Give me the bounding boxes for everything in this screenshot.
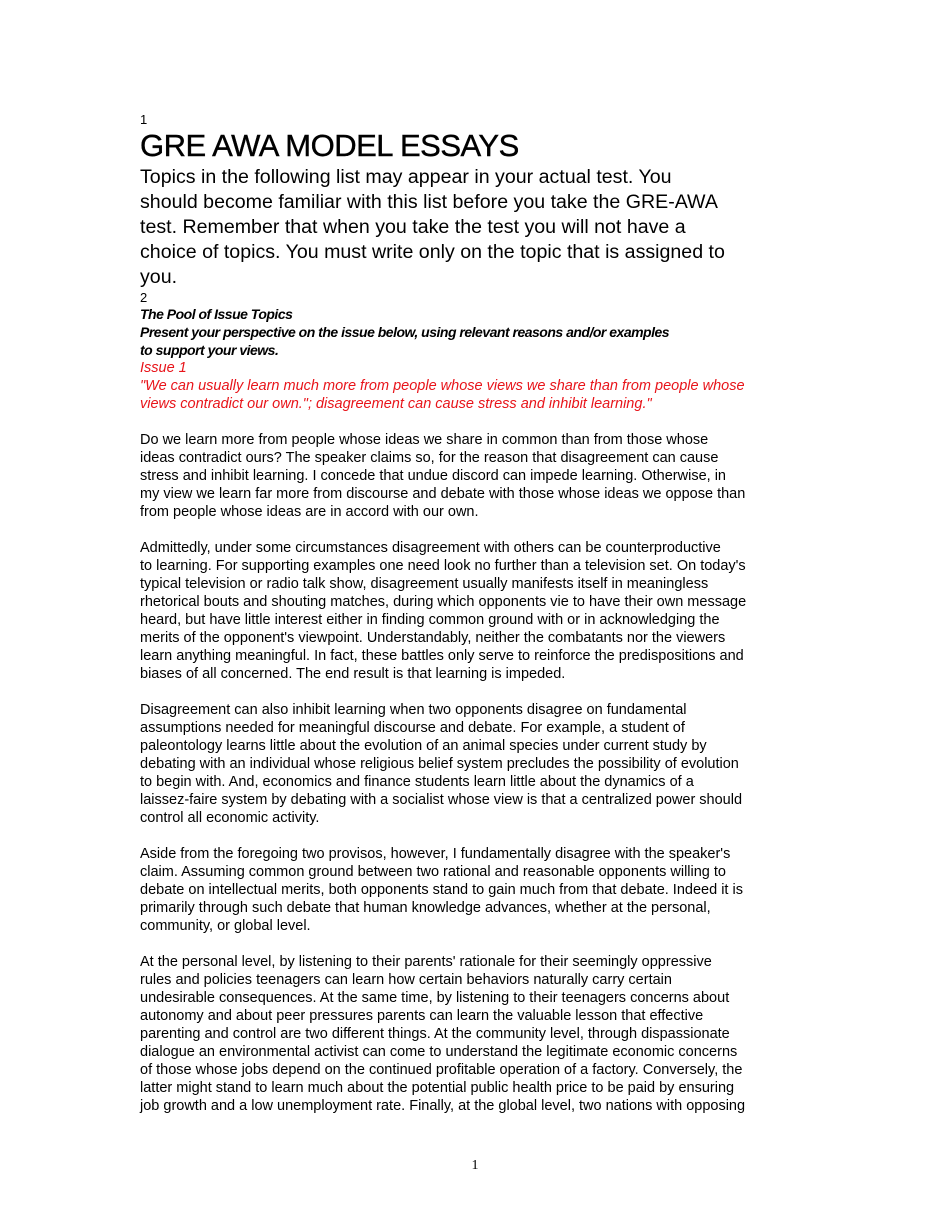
essay-line: undesirable consequences. At the same time, by listening to their teenagers concerns about	[140, 990, 730, 1006]
essay-line: Admittedly, under some circumstances disagreement with others can be counterproductive	[140, 540, 721, 556]
prompt-line: Present your perspective on the issue below, using relevant reasons and/or examples	[140, 324, 670, 340]
essay-line: autonomy and about peer pressures parents can learn the valuable lesson that effective	[140, 1008, 704, 1024]
intro-line: choice of topics. You must write only on the topic that is assigned to	[140, 241, 725, 263]
essay-paragraph	[140, 953, 800, 1115]
essay-line: job growth and a low unemployment rate. Finally, at the global level, two nations with opposing	[140, 1098, 746, 1114]
essay-body	[140, 431, 800, 1115]
essay-paragraph	[140, 431, 800, 521]
page-title: GRE AWA MODEL ESSAYS	[140, 128, 519, 163]
essay-line: rules and policies teenagers can learn how certain behaviors naturally carry certain	[140, 972, 672, 988]
essay-line: typical television or radio talk show, disagreement usually manifests itself in meaningless	[140, 576, 709, 592]
page-marker-1: 1	[140, 112, 148, 127]
issue-prompt	[140, 323, 800, 359]
essay-line: Aside from the foregoing two provisos, however, I fundamentally disagree with the speaker's	[140, 846, 731, 862]
essay-line: learn anything meaningful. In fact, these battles only serve to reinforce the predispositions and	[140, 648, 744, 664]
essay-paragraph	[140, 539, 800, 683]
essay-line: Disagreement can also inhibit learning when two opponents disagree on fundamental	[140, 702, 687, 718]
footer-page-number: 1	[471, 1158, 479, 1173]
essay-line: to begin with. And, economics and finance students learn little about the dynamics of a	[140, 774, 694, 790]
essay-line: parenting and control are two different things. At the community level, through dispassionate	[140, 1026, 730, 1042]
intro-line: you.	[140, 266, 178, 288]
essay-line: At the personal level, by listening to their parents' rationale for their seemingly oppressive	[140, 954, 712, 970]
essay-line: rhetorical bouts and shouting matches, during which opponents vie to have their own message	[140, 594, 747, 610]
essay-line: Do we learn more from people whose ideas we share in common than from those whose	[140, 432, 709, 448]
essay-line: laissez-faire system by debating with a socialist whose view is that a centralized power should	[140, 792, 743, 808]
essay-line: from people whose ideas are in accord with our own.	[140, 504, 479, 520]
document-body	[140, 112, 800, 1133]
issue-quote-line: views contradict our own."; disagreement can cause stress and inhibit learning."	[140, 396, 652, 412]
essay-line: dialogue an environmental activist can come to understand the legitimate economic concerns	[140, 1044, 738, 1060]
essay-line: ideas contradict ours? The speaker claims so, for the reason that disagreement can cause	[140, 450, 719, 466]
essay-line: control all economic activity.	[140, 810, 320, 826]
intro-line: should become familiar with this list before you take the GRE-AWA	[140, 191, 718, 213]
essay-line: of those whose jobs depend on the continued profitable operation of a factory. Conversely, the	[140, 1062, 743, 1078]
essay-line: primarily through such debate that human knowledge advances, whether at the personal,	[140, 900, 711, 916]
prompt-line: to support your views.	[140, 342, 279, 358]
essay-line: stress and inhibit learning. I concede that undue discord can impede learning. Otherwise, in	[140, 468, 726, 484]
essay-line: community, or global level.	[140, 918, 311, 934]
essay-line: paleontology learns little about the evolution of an animal species under current study by	[140, 738, 707, 754]
essay-line: biases of all concerned. The end result is that learning is impeded.	[140, 666, 566, 682]
essay-paragraph	[140, 701, 800, 827]
essay-line: debate on intellectual merits, both opponents stand to gain much from that debate. Indeed it is	[140, 882, 743, 898]
page-marker-2: 2	[140, 290, 148, 305]
intro-line: Topics in the following list may appear in your actual test. You	[140, 166, 672, 188]
essay-line: debating with an individual whose religious belief system precludes the possibility of evolution	[140, 756, 739, 772]
essay-line: heard, but have little interest either in finding common ground with or in acknowledging the	[140, 612, 720, 628]
issue-label: Issue 1	[140, 360, 187, 376]
essay-line: my view we learn far more from discourse and debate with those whose ideas we oppose than	[140, 486, 746, 502]
essay-line: latter might stand to learn much about the potential public health price to be paid by ensuring	[140, 1080, 735, 1096]
intro-line: test. Remember that when you take the test you will not have a	[140, 216, 686, 238]
essay-line: assumptions needed for meaningful discourse and debate. For example, a student of	[140, 720, 685, 736]
essay-paragraph	[140, 845, 800, 935]
issue-quote	[140, 377, 800, 413]
pool-title: The Pool of Issue Topics	[140, 306, 293, 322]
essay-line: merits of the opponent's viewpoint. Understandably, neither the combatants nor the viewers	[140, 630, 726, 646]
issue-quote-line: "We can usually learn much more from people whose views we share than from people whose	[140, 378, 745, 394]
intro-paragraph	[140, 165, 800, 290]
essay-line: claim. Assuming common ground between two rational and reasonable opponents willing to	[140, 864, 726, 880]
essay-line: to learning. For supporting examples one need look no further than a television set. On today's	[140, 558, 746, 574]
